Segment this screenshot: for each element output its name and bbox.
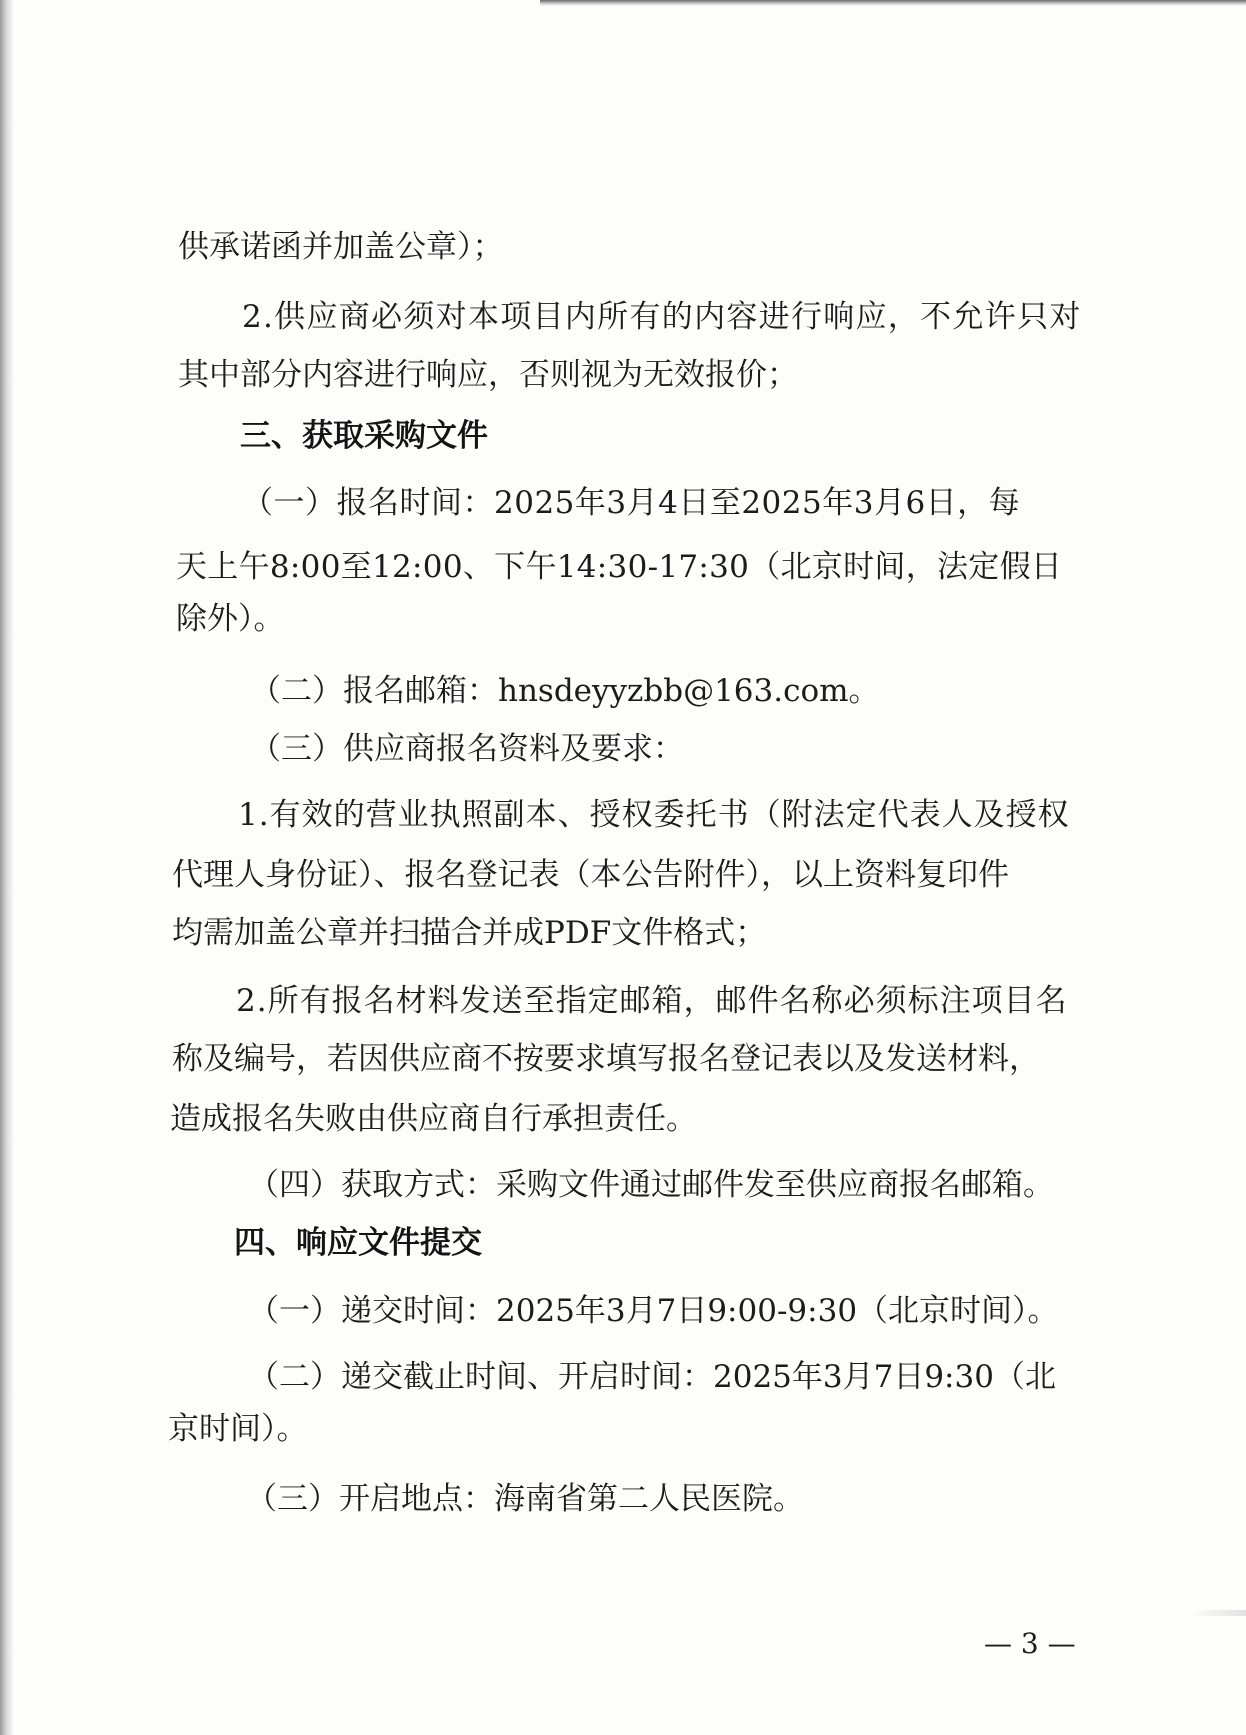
text-line-13: 2.所有报名材料发送至指定邮箱，邮件名称必须标注项目名 <box>236 983 1068 1019</box>
text-line-6: 天上午8:00至12:00、下午14:30-17:30（北京时间，法定假日 <box>176 549 1063 585</box>
text-line-15: 造成报名失败由供应商自行承担责任。 <box>170 1101 697 1137</box>
text-line-11: 代理人身份证）、报名登记表（本公告附件），以上资料复印件 <box>172 857 1009 893</box>
scan-edge-top <box>540 0 1246 6</box>
text-line-19: （二）递交截止时间、开启时间：2025年3月7日9:30（北 <box>248 1359 1056 1395</box>
text-line-20: 京时间）。 <box>168 1411 308 1447</box>
text-line-5: （一）报名时间：2025年3月4日至2025年3月6日，每 <box>242 485 1021 521</box>
text-line-2: 2.供应商必须对本项目内所有的内容进行响应，不允许只对 <box>242 299 1082 335</box>
text-line-1: 供承诺函并加盖公章）； <box>178 229 504 265</box>
section-heading-3: 三、获取采购文件 <box>240 418 488 454</box>
text-line-3: 其中部分内容进行响应，否则视为无效报价； <box>178 357 798 393</box>
text-line-21: （三）开启地点：海南省第二人民医院。 <box>246 1481 804 1517</box>
text-line-7: 除外）。 <box>176 601 285 637</box>
text-line-9: （三）供应商报名资料及要求： <box>250 731 684 767</box>
section-heading-4: 四、响应文件提交 <box>234 1225 482 1261</box>
text-line-8: （二）报名邮箱：hnsdeyyzbb@163.com。 <box>250 673 880 709</box>
text-line-12: 均需加盖公章并扫描合并成PDF文件格式； <box>172 915 767 951</box>
scan-mark <box>1190 1610 1246 1616</box>
scan-edge-left <box>0 0 14 1735</box>
page-number: — 3 — <box>984 1627 1076 1660</box>
text-line-10: 1.有效的营业执照副本、授权委托书（附法定代表人及授权 <box>238 797 1070 833</box>
text-line-18: （一）递交时间：2025年3月7日9:00-9:30（北京时间）。 <box>248 1293 1059 1329</box>
text-line-14: 称及编号，若因供应商不按要求填写报名登记表以及发送材料， <box>172 1041 1040 1077</box>
text-line-16: （四）获取方式：采购文件通过邮件发至供应商报名邮箱。 <box>248 1167 1054 1203</box>
